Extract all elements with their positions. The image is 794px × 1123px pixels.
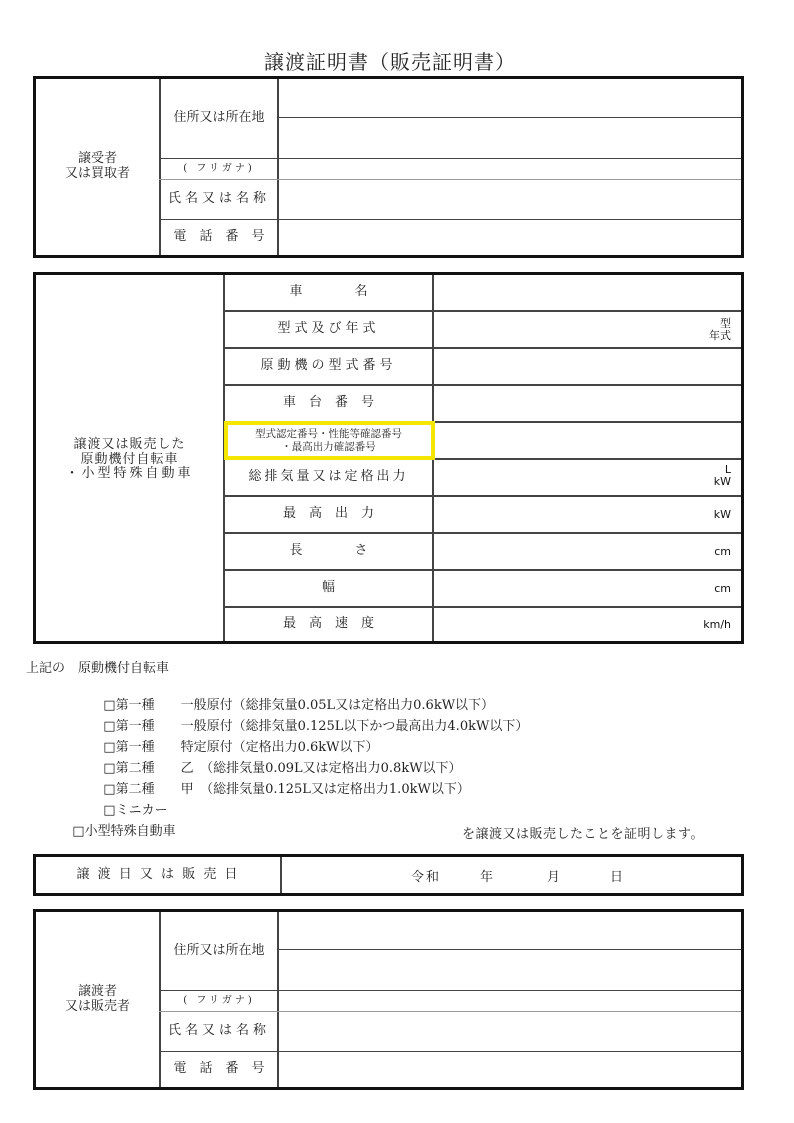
- checkbox-icon[interactable]: □: [103, 761, 116, 776]
- transferor-label-line1: 譲渡者: [77, 983, 117, 999]
- engine-model-field[interactable]: [434, 349, 741, 384]
- certification-statement: を譲渡又は販売したことを証明します。: [462, 827, 704, 842]
- transferee-name-field[interactable]: [279, 180, 741, 219]
- transferee-address-line2-field[interactable]: [279, 119, 741, 158]
- transferor-address-line1-field[interactable]: [279, 912, 741, 949]
- transferee-furigana-field[interactable]: [279, 159, 741, 179]
- engine-model-label: 原動機の型式番号: [260, 358, 397, 374]
- date-year-field[interactable]: [447, 866, 477, 884]
- date-month-label: 月: [547, 870, 561, 885]
- transferor-section-label: [36, 912, 159, 1087]
- transferee-label-line2: 又は買取者: [64, 166, 130, 181]
- checkbox-icon[interactable]: □: [72, 824, 85, 839]
- date-era: 令和: [411, 870, 442, 885]
- transferee-table: [33, 76, 744, 258]
- transferor-label-line2: 又は販売者: [64, 998, 130, 1014]
- certification-label-line1: 型式認定番号・性能等確認番号: [255, 427, 402, 440]
- certification-label-line2: ・最高出力確認番号: [281, 440, 376, 453]
- transferee-section-label: [36, 79, 159, 255]
- max-output-label: 最 高 出 力: [282, 506, 374, 522]
- category-option-label: 第二種 甲 （総排気量0.125L又は定格出力1.0kW以下）: [115, 782, 470, 797]
- date-day-field[interactable]: [567, 866, 605, 884]
- max-speed-field[interactable]: [434, 608, 741, 641]
- checkbox-icon[interactable]: □: [103, 698, 116, 713]
- category-option-label: 第一種 一般原付（総排気量0.125L以下かつ最高出力4.0kW以下）: [115, 719, 529, 734]
- date-table: [33, 854, 744, 896]
- max-speed-label: 最 高 速 度: [282, 616, 374, 632]
- vehicle-table: [33, 272, 744, 644]
- category-intro: 上記の 原動機付自転車: [26, 661, 170, 676]
- category-option-label: 小型特殊自動車: [84, 824, 176, 839]
- date-label: 譲 渡 日 又 は 販 売 日: [76, 866, 240, 882]
- checkbox-icon[interactable]: □: [103, 782, 116, 797]
- width-label: 幅: [321, 580, 335, 596]
- date-year-label: 年: [480, 870, 494, 885]
- transferee-phone-field[interactable]: [279, 220, 741, 255]
- checkbox-icon[interactable]: □: [103, 719, 116, 734]
- transferor-phone-field[interactable]: [279, 1052, 741, 1087]
- transferee-furigana-label: ( フリガナ): [183, 163, 255, 175]
- displacement-field[interactable]: [434, 460, 741, 495]
- transferor-table: [33, 909, 744, 1090]
- vehicle-section-label: [36, 425, 223, 495]
- model-year-field[interactable]: [434, 312, 741, 347]
- category-option-label: ミニカー: [115, 803, 168, 818]
- frame-number-label: 車 台 番 号: [282, 395, 374, 411]
- category-option-label: 第一種 一般原付（総排気量0.05L又は定格出力0.6kW以下）: [115, 698, 495, 713]
- vehicle-name-field[interactable]: [434, 275, 741, 310]
- max-output-unit: kW: [713, 508, 731, 521]
- frame-number-field[interactable]: [434, 386, 741, 421]
- checkbox-icon[interactable]: □: [103, 803, 116, 818]
- displacement-label: 総排気量又は定格出力: [248, 469, 409, 485]
- transferor-address-label: 住所又は所在地: [173, 942, 265, 958]
- displacement-unit: [714, 464, 731, 487]
- divider: [277, 117, 741, 118]
- highlight-box: [224, 421, 435, 460]
- category-option-label: 第二種 乙 （総排気量0.09L又は定格出力0.8kW以下）: [115, 761, 462, 776]
- vehicle-label-line3: ・小型特殊自動車: [65, 466, 194, 482]
- transferee-name-label: 氏名又は名称: [167, 191, 270, 207]
- model-year-unit: [709, 318, 731, 341]
- transferee-phone-label: 電 話 番 号: [173, 229, 265, 245]
- transferor-address-line2-field[interactable]: [279, 951, 741, 990]
- transferee-label-line1: 譲受者: [77, 151, 117, 167]
- date-field[interactable]: [282, 857, 741, 893]
- checkbox-icon[interactable]: □: [103, 740, 116, 755]
- divider: [277, 949, 741, 950]
- date-month-field[interactable]: [502, 866, 540, 884]
- transferor-furigana-label: ( フリガナ): [183, 995, 255, 1007]
- page-title: 譲渡証明書（販売証明書）: [264, 50, 516, 74]
- liter-unit: L: [724, 463, 731, 476]
- transferor-name-field[interactable]: [279, 1012, 741, 1051]
- max-output-field[interactable]: [434, 497, 741, 532]
- certification-number-field[interactable]: [434, 423, 741, 458]
- transferor-furigana-field[interactable]: [279, 991, 741, 1011]
- kw-unit: kW: [713, 474, 731, 488]
- transferee-address-label: 住所又は所在地: [173, 110, 265, 126]
- width-field[interactable]: [434, 571, 741, 606]
- model-year-label: 型式及び年式: [277, 321, 380, 337]
- length-unit: cm: [714, 545, 731, 558]
- vehicle-label-line1: 譲渡又は販売した: [73, 436, 186, 452]
- width-unit: cm: [714, 582, 731, 595]
- length-label: 長 さ: [289, 543, 368, 559]
- transferor-phone-label: 電 話 番 号: [173, 1061, 265, 1077]
- date-day-label: 日: [610, 870, 624, 885]
- vehicle-label-line2: 原動機付自転車: [80, 451, 179, 467]
- category-option-label: 第一種 特定原付（定格出力0.6kW以下）: [115, 740, 379, 755]
- category-option-special-vehicle[interactable]: [64, 805, 176, 839]
- vehicle-name-label: 車 名: [289, 284, 368, 300]
- transferee-address-line1-field[interactable]: [279, 79, 741, 117]
- length-field[interactable]: [434, 534, 741, 569]
- model-unit: 型: [720, 317, 731, 330]
- year-unit: 年式: [709, 328, 731, 342]
- transferor-name-label: 氏名又は名称: [167, 1023, 270, 1039]
- max-speed-unit: km/h: [703, 618, 731, 631]
